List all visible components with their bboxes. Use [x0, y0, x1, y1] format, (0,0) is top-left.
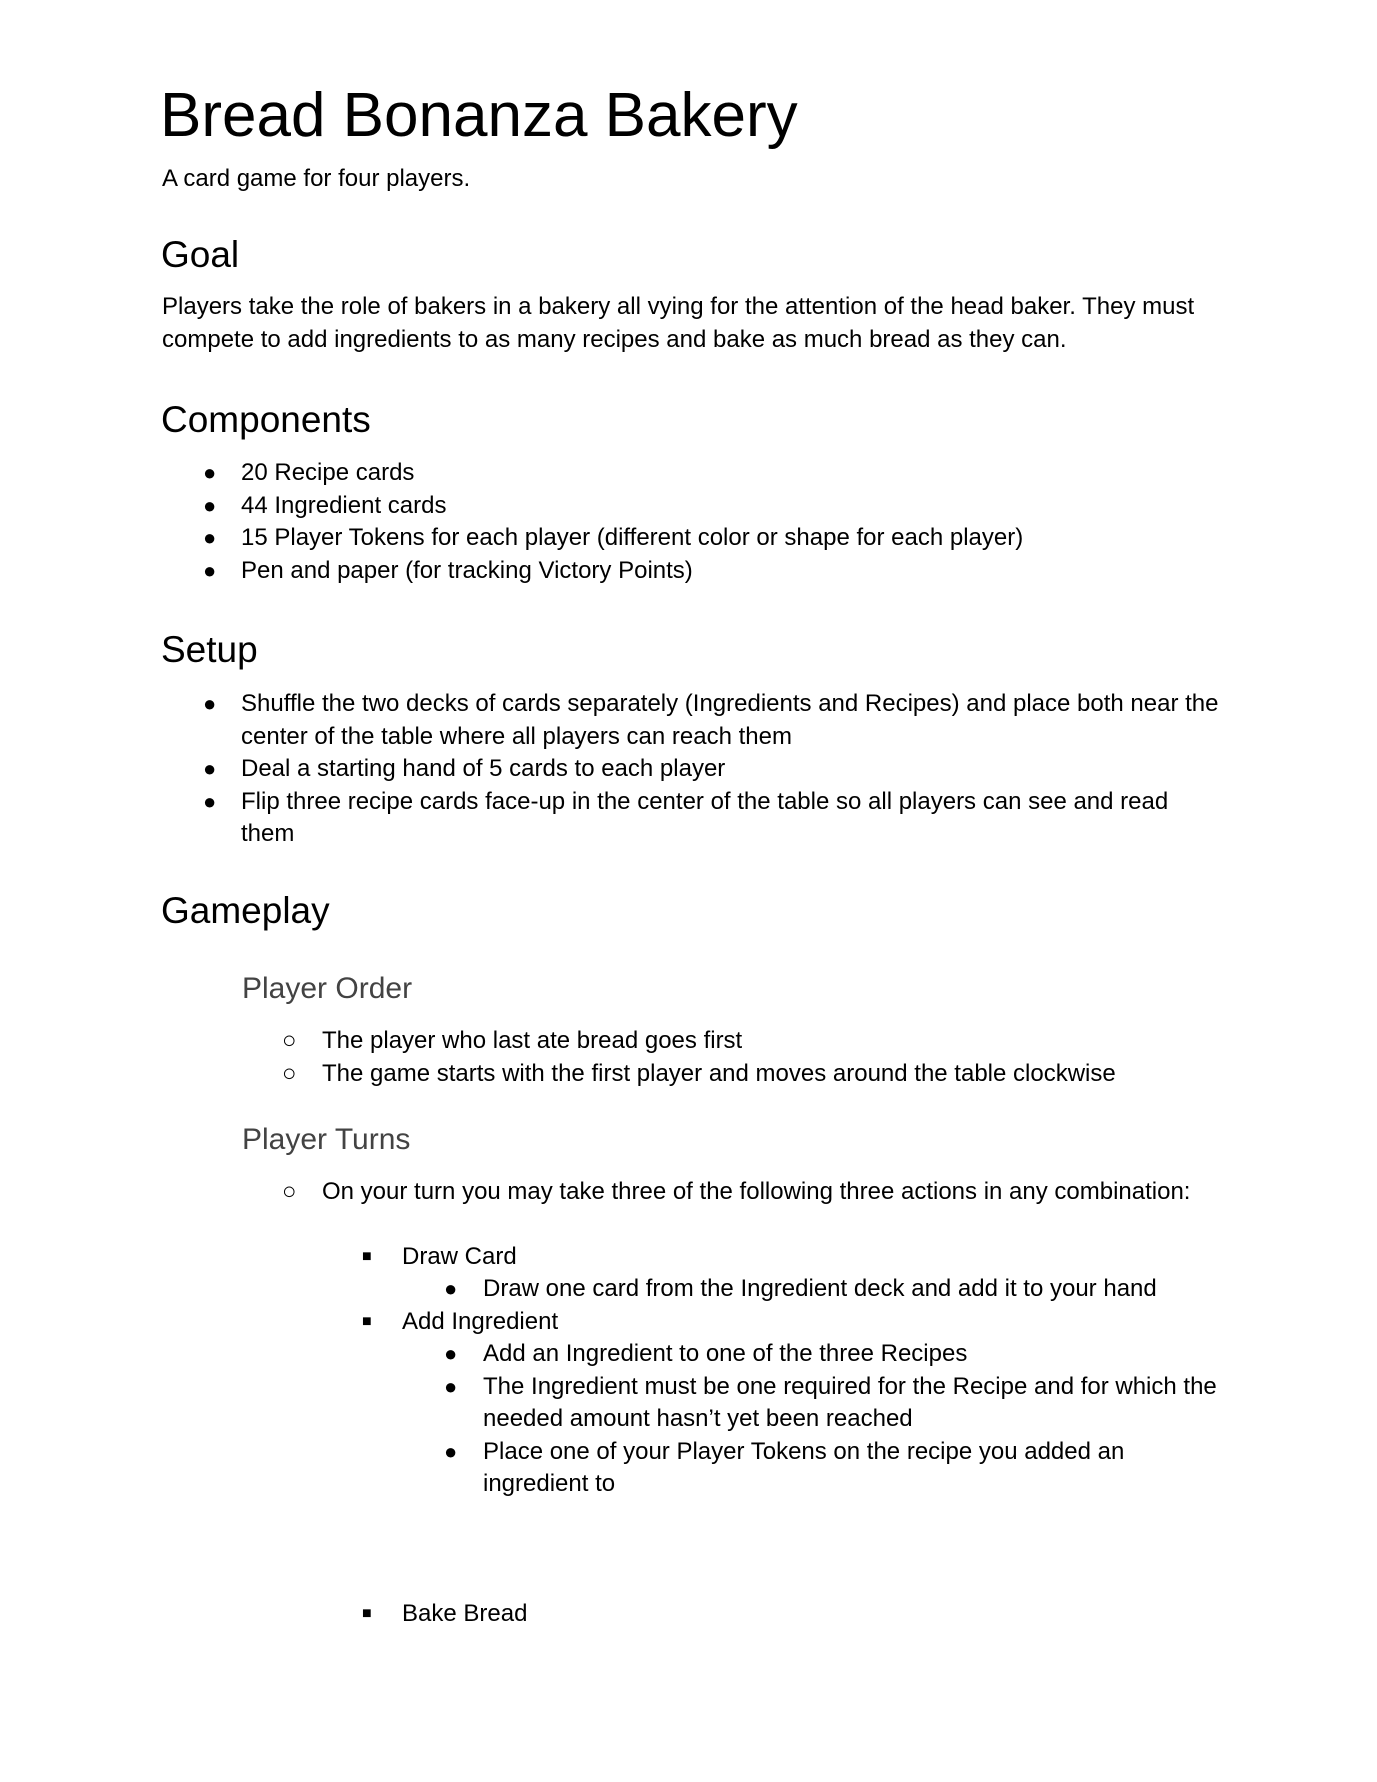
- list-item: [444, 1338, 1223, 1371]
- goal-heading: Goal: [161, 234, 240, 275]
- bullet-icon: ●: [444, 1438, 458, 1464]
- player-turns-heading: Player Turns: [242, 1123, 411, 1156]
- circle-bullet-icon: ○: [282, 1178, 297, 1205]
- action-label: Draw Card: [402, 1243, 517, 1270]
- list-item-text: The game starts with the first player and moves around the table clockwise: [322, 1059, 1116, 1087]
- square-bullet-icon: ■: [362, 1605, 372, 1622]
- square-bullet-icon: ■: [362, 1248, 372, 1265]
- list-item-text: Pen and paper (for tracking Victory Points): [241, 556, 693, 584]
- player-turns-list: [282, 1176, 1222, 1209]
- bullet-icon: ●: [203, 492, 217, 518]
- player-order-list: [282, 1025, 1222, 1090]
- list-item: [203, 490, 1221, 523]
- list-item: [203, 786, 1221, 851]
- square-bullet-icon: ■: [362, 1313, 372, 1330]
- setup-heading: Setup: [161, 629, 258, 670]
- circle-bullet-icon: ○: [282, 1027, 297, 1054]
- bullet-icon: ●: [203, 691, 217, 716]
- list-item-text: Deal a starting hand of 5 cards to each player: [241, 755, 726, 782]
- list-item-text: Draw one card from the Ingredient deck and add it to your hand: [483, 1275, 1157, 1302]
- list-item: [282, 1058, 1222, 1091]
- list-item: [203, 457, 1221, 490]
- bullet-icon: ●: [203, 460, 217, 485]
- action-list: [362, 1598, 1222, 1631]
- list-item-text: Add an Ingredient to one of the three Recipes: [483, 1340, 968, 1367]
- bullet-icon: ●: [444, 1373, 458, 1399]
- action-list: [362, 1306, 1222, 1339]
- list-item-text: 20 Recipe cards: [241, 459, 415, 486]
- action-item-bake-bread: [362, 1598, 1222, 1631]
- list-item: [282, 1025, 1222, 1058]
- action-detail-list: [444, 1338, 1223, 1501]
- action-list: [362, 1241, 1222, 1274]
- list-item: [203, 753, 1221, 786]
- goal-paragraph: Players take the role of bakers in a bakery all vying for the attention of the head baker. They must compete to add ingredients to as many recipes and bake as much bread as they can.: [162, 293, 1195, 353]
- bullet-icon: ●: [203, 788, 217, 814]
- list-item-text: The player who last ate bread goes first: [322, 1027, 743, 1054]
- player-order-heading: Player Order: [242, 972, 413, 1005]
- components-list: [203, 457, 1221, 587]
- setup-list: [203, 688, 1221, 851]
- list-item-text: 15 Player Tokens for each player (different color or shape for each player): [241, 524, 1024, 551]
- action-item-draw-card: [362, 1241, 1222, 1274]
- list-item: [203, 522, 1221, 555]
- list-item: [444, 1371, 1223, 1436]
- bullet-icon: ●: [444, 1341, 458, 1366]
- bullet-icon: ●: [203, 557, 217, 583]
- components-heading: Components: [161, 399, 371, 440]
- action-label: Bake Bread: [402, 1600, 528, 1627]
- list-item: [444, 1273, 1223, 1306]
- list-item-text: Shuffle the two decks of cards separately (Ingredients and Recipes) and place both near the center of the table where all players can reach them: [241, 690, 1219, 750]
- list-item: [282, 1176, 1222, 1209]
- list-item: [444, 1436, 1223, 1501]
- list-item: [203, 688, 1221, 753]
- bullet-icon: ●: [203, 525, 217, 550]
- list-item: [203, 555, 1221, 588]
- document-subtitle: A card game for four players.: [162, 165, 471, 192]
- document-title: Bread Bonanza Bakery: [160, 81, 798, 150]
- list-item-text: Place one of your Player Tokens on the recipe you added an ingredient to: [483, 1437, 1125, 1497]
- action-detail-list: [444, 1273, 1223, 1306]
- list-item-text: 44 Ingredient cards: [241, 491, 447, 519]
- player-turns-intro: On your turn you may take three of the following three actions in any combination:: [322, 1178, 1191, 1205]
- gameplay-heading: Gameplay: [161, 890, 330, 931]
- action-item-add-ingredient: [362, 1306, 1222, 1339]
- bullet-icon: ●: [444, 1276, 458, 1301]
- list-item-text: Flip three recipe cards face-up in the center of the table so all players can see and read them: [241, 787, 1169, 847]
- bullet-icon: ●: [203, 756, 217, 781]
- list-item-text: The Ingredient must be one required for the Recipe and for which the needed amount hasn’t yet been reached: [483, 1372, 1217, 1432]
- action-label: Add Ingredient: [402, 1308, 559, 1335]
- circle-bullet-icon: ○: [282, 1059, 297, 1087]
